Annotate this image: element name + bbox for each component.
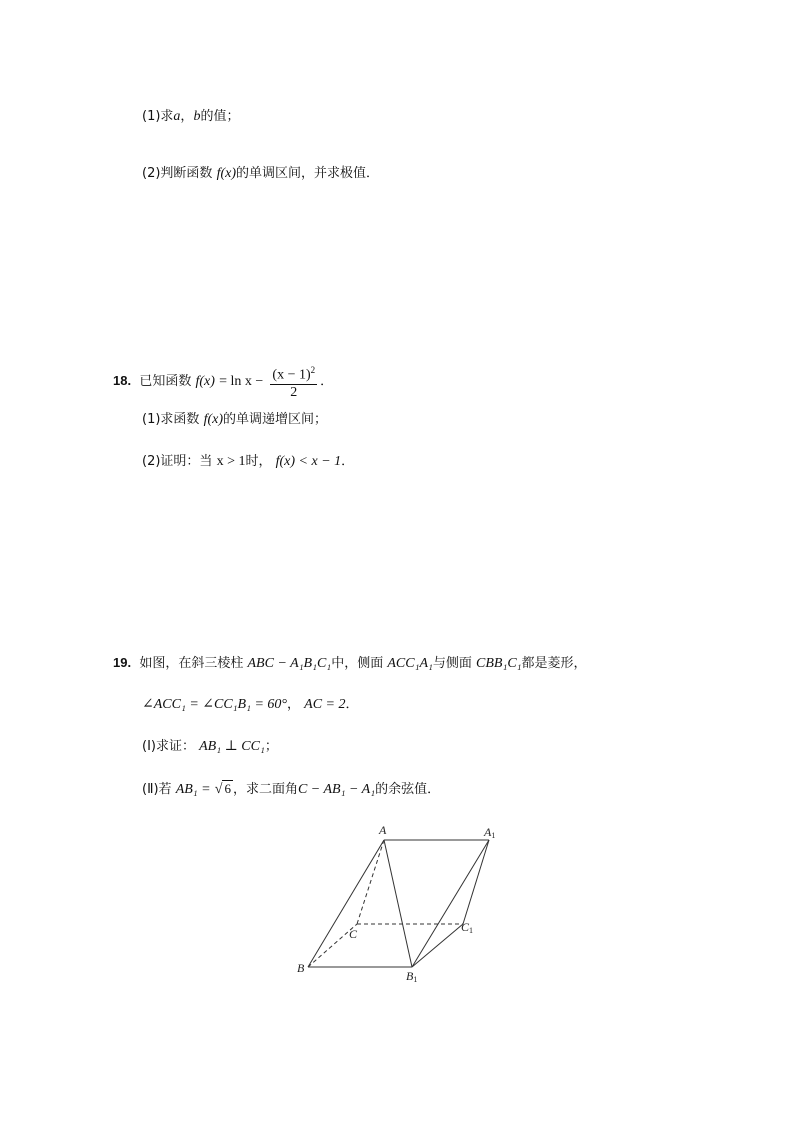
q17-part1: (1)求a，b的值； (142, 109, 240, 124)
edge-A-B (308, 840, 384, 967)
label-B1: B1 (406, 969, 418, 984)
label-C1: C1 (461, 920, 474, 935)
q19-part1: (Ⅰ)求证： AB₁ ⊥ CC₁； (142, 739, 278, 754)
q19-conditions: ∠ACC₁ = ∠CC₁B₁ = 60°， AC = 2． (142, 697, 359, 712)
q17-part2: (2)判断函数 f(x)的单调区间，并求极值． (142, 166, 380, 181)
label-A: A (379, 823, 387, 837)
fraction: $\frac{(x - 1)^2}{2}$ (270, 362, 317, 401)
edge-A-B1 (384, 840, 412, 967)
edge-C1-B1 (412, 924, 463, 967)
label-C: C (349, 927, 358, 941)
question-number: 19. (113, 655, 132, 670)
label-A1: A1 (484, 825, 496, 840)
label-B: B (297, 961, 305, 975)
q18-part2: (2)证明：当 x > 1时， f(x) < x − 1． (142, 454, 355, 469)
edge-A1-C1 (463, 840, 489, 924)
q19-part2: (Ⅱ)若 AB₁ = √ 6 ，求二面角C − AB₁ − A₁的余弦值． (142, 781, 441, 797)
q18-part1: (1)求函数 f(x)的单调递增区间； (142, 412, 328, 427)
q18-stem: 18. 已知函数 f(x) = ln x − $\frac{(x - 1)^2}{2}$ ． (113, 362, 333, 401)
edge-A-C-hidden (357, 840, 384, 924)
edge-A1-B1 (412, 840, 489, 967)
question-number: 18. (113, 372, 132, 388)
q19-stem: 19. 如图，在斜三棱柱 ABC − A₁B₁C₁中，侧面 ACC₁A₁与侧面 CBB₁C₁都是菱形， (113, 655, 587, 671)
